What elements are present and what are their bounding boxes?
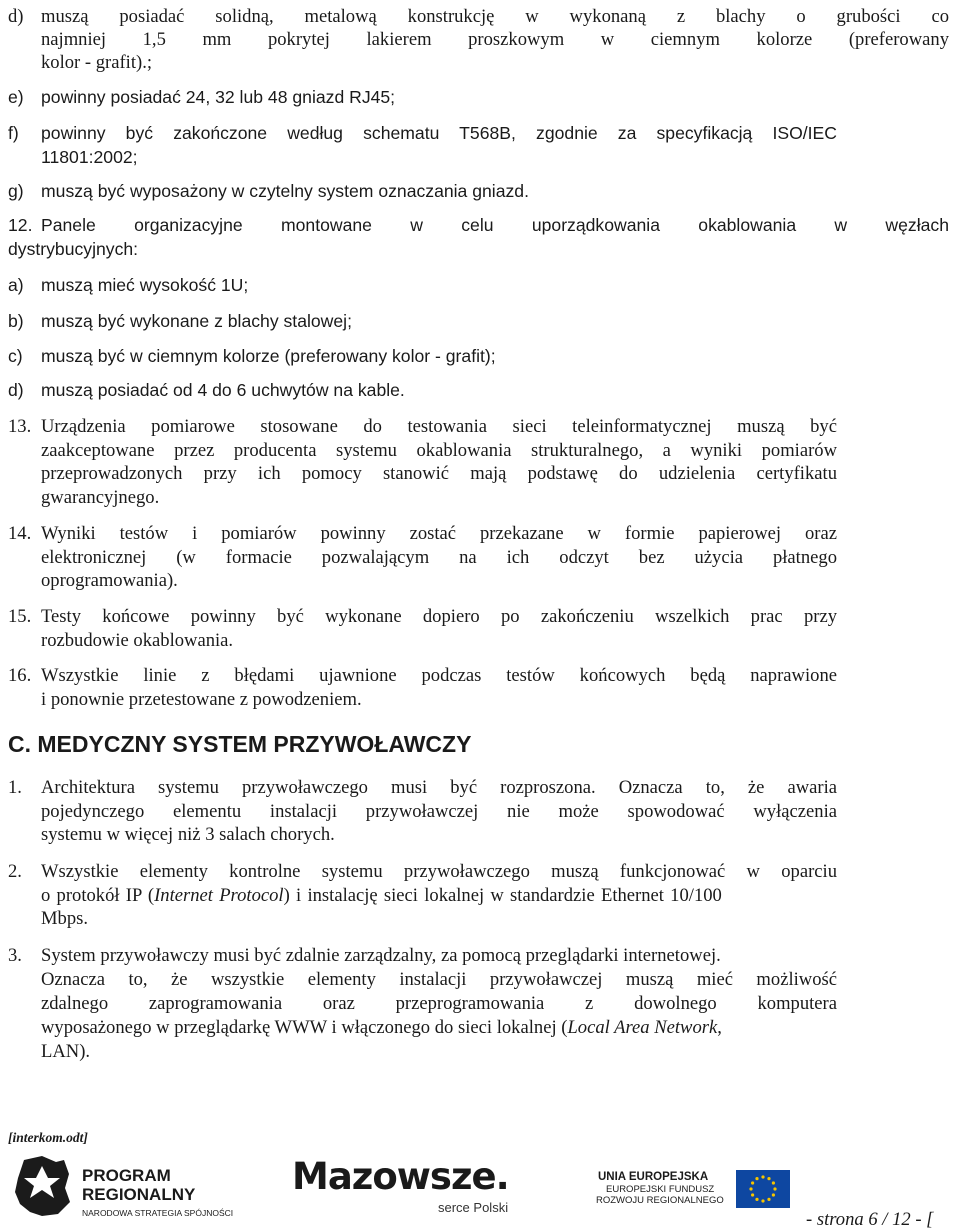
item-text-line-1: powinny być zakończone według schematu T568B, zgodnie za specyfikacją ISO/IEC xyxy=(41,123,837,143)
page-number: - strona 6 / 12 - [ xyxy=(806,1209,934,1230)
paragraph-number: 2. xyxy=(8,861,22,882)
poland-map-icon xyxy=(12,1154,72,1220)
footer-filename: [interkom.odt] xyxy=(8,1130,88,1145)
paragraph-text-line-4: wyposażonego w przeglądarkę WWW i włączonego do sieci lokalnej (Local Area Network, xyxy=(41,1017,722,1038)
paragraph-text-line-3: systemu w więcej niż 3 salach chorych. xyxy=(41,824,335,845)
item-text-line-2: najmniej 1,5 mm pokrytej lakierem proszkowym w ciemnym kolorze (preferowany xyxy=(41,29,949,50)
paragraph-text-line-2: elektronicznej (w formacie pozwalającym na ich odczyt bez użycia płatnego xyxy=(41,547,837,568)
italic-term: Local Area Network xyxy=(567,1017,718,1038)
paragraph-text-line-3: oprogramowania). xyxy=(41,570,178,591)
paragraph-text-line-1: Architektura systemu przywoławczego musi być rozproszona. Oznacza to, że awaria xyxy=(41,777,837,798)
paragraph-text-line-2: i ponownie przetestowane z powodzeniem. xyxy=(41,689,362,710)
program-subtitle: NARODOWA STRATEGIA SPÓJNOŚCI xyxy=(82,1208,234,1218)
paragraph-number: 14. xyxy=(8,523,32,544)
paragraph-number: 12. xyxy=(8,215,33,235)
paragraph-text-line-1: Wszystkie elementy kontrolne systemu przywoławczego muszą funkcjonować w oparciu xyxy=(41,861,837,882)
item-label: a) xyxy=(8,275,24,295)
item-text-line-3: kolor - grafit).; xyxy=(41,52,153,73)
paragraph-text-line-2: Oznacza to, że wszystkie elementy instalacji przywoławczej muszą mieć możliwość xyxy=(41,969,837,990)
eu-text-line-2: EUROPEJSKI FUNDUSZ xyxy=(606,1184,715,1195)
paragraph-text-line-2: pojedynczego elementu instalacji przywoławczej nie może spowodować wyłączenia xyxy=(41,801,837,822)
paragraph-text-line-1: Testy końcowe powinny być wykonane dopiero po zakończeniu wszelkich prac przy xyxy=(41,606,837,627)
mazowsze-wordmark: Mazowsze. xyxy=(292,1155,509,1198)
paragraph-text-line-3: przeprowadzonych przy ich pomocy stanowić mają podstawę do udzielenia certyfikatu xyxy=(41,463,837,484)
paragraph-text-line-3: zdalnego zaprogramowania oraz przeprogramowania z dowolnego komputera xyxy=(41,993,837,1014)
item-label: b) xyxy=(8,311,24,331)
item-label: e) xyxy=(8,87,24,107)
paragraph-text-line-5: LAN). xyxy=(41,1041,91,1062)
paragraph-text-line-2: dystrybucyjnych: xyxy=(8,239,139,259)
section-heading: C. MEDYCZNY SYSTEM PRZYWOŁAWCZY xyxy=(8,731,472,757)
paragraph-text-line-1: Wyniki testów i pomiarów powinny zostać przekazane w formie papierowej oraz xyxy=(41,523,837,544)
item-text: powinny posiadać 24, 32 lub 48 gniazd RJ45; xyxy=(41,87,396,107)
paragraph-text-line-4: gwarancyjnego. xyxy=(41,487,160,508)
item-label: d) xyxy=(8,380,24,400)
paragraph-number: 3. xyxy=(8,945,22,966)
item-text: muszą być wyposażony w czytelny system oznaczania gniazd. xyxy=(41,181,529,201)
program-title-line-1: PROGRAM xyxy=(82,1166,171,1185)
eu-logo xyxy=(596,1150,796,1225)
paragraph-text-line-2: rozbudowie okablowania. xyxy=(41,630,234,651)
eu-text-line-1: UNIA EUROPEJSKA xyxy=(598,1171,709,1183)
paragraph-number: 15. xyxy=(8,606,32,627)
item-label: g) xyxy=(8,181,24,201)
item-label: f) xyxy=(8,123,19,143)
item-text-line-1: muszą posiadać solidną, metalową konstrukcję w wykonaną z blachy o grubości co xyxy=(41,6,949,27)
item-text: muszą być w ciemnym kolorze (preferowany kolor - grafit); xyxy=(41,346,496,366)
eu-flag-icon xyxy=(736,1170,790,1208)
italic-term: Internet Protocol xyxy=(154,885,284,906)
item-text: muszą być wykonane z blachy stalowej; xyxy=(41,311,352,331)
item-label: c) xyxy=(8,346,23,366)
paragraph-text-line-1: Wszystkie linie z błędami ujawnione podczas testów końcowych będą naprawione xyxy=(41,665,837,686)
paragraph-text-line-1: Urządzenia pomiarowe stosowane do testowania sieci teleinformatycznej muszą być xyxy=(41,416,837,437)
paragraph-text-line-1: Panele organizacyjne montowane w celu uporządkowania okablowania w węzłach xyxy=(41,215,949,235)
paragraph-text-line-1: System przywoławczy musi być zdalnie zarządzalny, za pomocą przeglądarki internetowej. xyxy=(41,945,721,966)
paragraph-number: 16. xyxy=(8,665,32,686)
paragraph-text-line-2: zaakceptowane przez producenta systemu okablowania strukturalnego, a wyniki pomiarów xyxy=(41,440,837,461)
item-text-line-2: 11801:2002; xyxy=(41,147,138,167)
mazowsze-logo xyxy=(290,1150,550,1225)
mazowsze-tagline: serce Polski xyxy=(438,1200,509,1215)
item-text: muszą posiadać od 4 do 6 uchwytów na kable. xyxy=(41,380,405,400)
program-regionalny-logo xyxy=(8,1150,258,1225)
paragraph-number: 1. xyxy=(8,777,22,798)
eu-text-line-3: ROZWOJU REGIONALNEGO xyxy=(596,1195,724,1206)
program-title-line-2: REGIONALNY xyxy=(82,1185,196,1204)
paragraph-text-line-3: Mbps. xyxy=(41,908,89,929)
item-label: d) xyxy=(8,6,24,27)
paragraph-text-line-2: o protokół IP (Internet Protocol) i instalację sieci lokalnej w standardzie Ethernet 10/100 xyxy=(41,885,722,906)
paragraph-number: 13. xyxy=(8,416,32,437)
item-text: muszą mieć wysokość 1U; xyxy=(41,275,249,295)
